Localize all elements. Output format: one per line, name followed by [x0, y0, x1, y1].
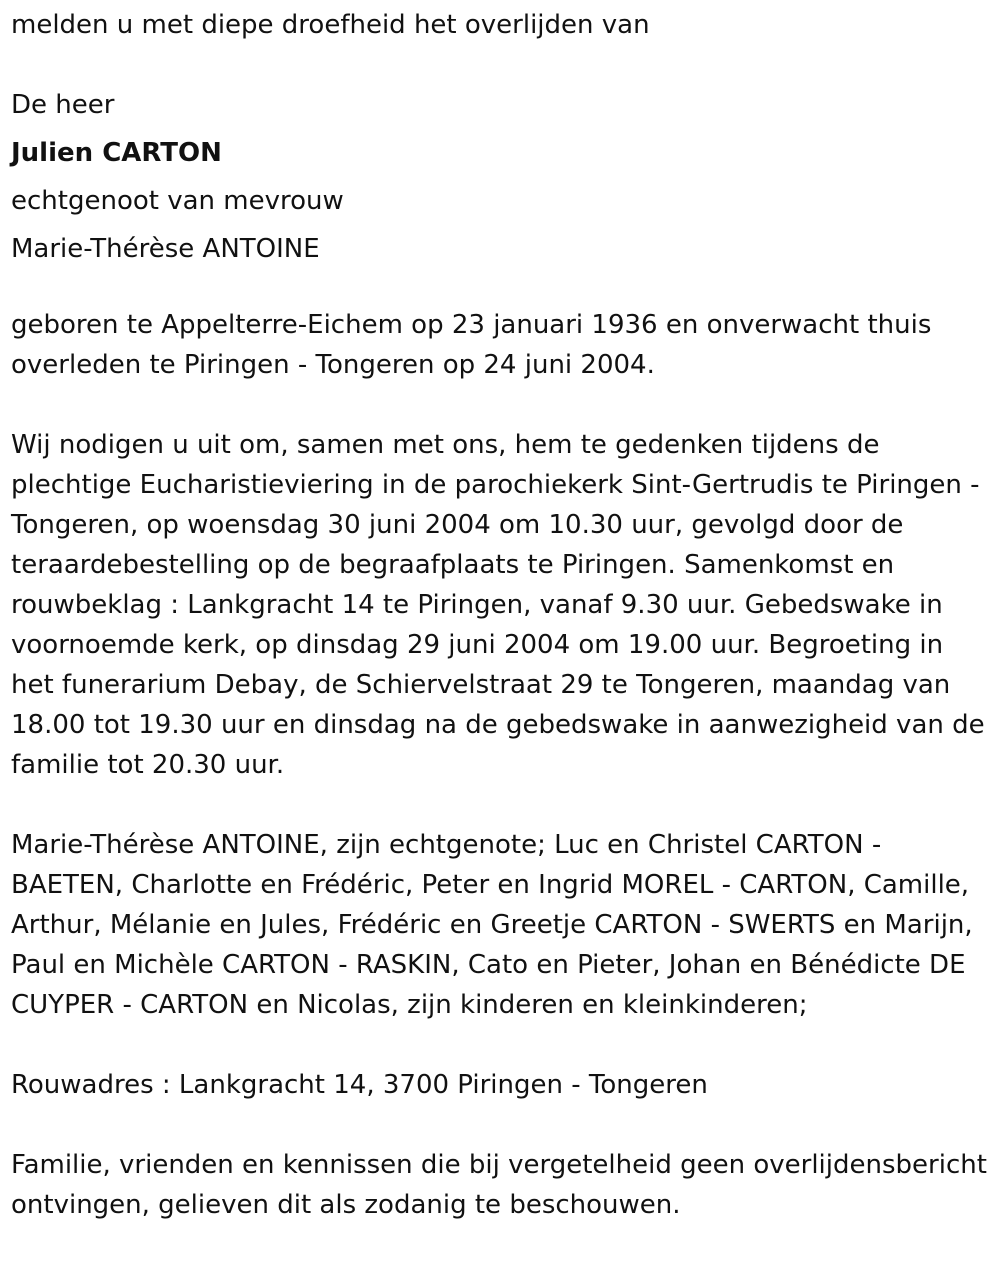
spacer [11, 1025, 990, 1065]
title-text: De heer [11, 90, 115, 120]
ceremony-paragraph: Wij nodigen u uit om, samen met ons, hem te gedenken tijdens de plechtige Eucharistieviering in de parochiekerk Sint-Gertrudis te Piringen - Tongeren, op woensdag 30 juni 2004 om 10.30 uur, gevolgd door de teraardebestelling op de begraafplaats te Piringen. Samenkomst en rouwbeklag : Lankgracht 14 te Piringen, vanaf 9.30 uur. Gebedswake in voornoemde kerk, op dinsdag 29 juni 2004 om 19.00 uur. Begroeting in het funerarium Debay, de Schiervelstraat 29 te Tongeren, maandag van 18.00 tot 19.30 uur en dinsdag na de gebedswake in aanwezigheid van de familie tot 20.30 uur. [11, 430, 985, 780]
spacer [11, 273, 990, 305]
spacer [11, 1105, 990, 1145]
spacer [11, 785, 990, 825]
spacer [11, 49, 990, 81]
spouse-prefix: echtgenoot van mevrouw [11, 186, 344, 216]
address-paragraph: Rouwadres : Lankgracht 14, 3700 Piringen - Tongeren [11, 1070, 708, 1100]
closing-paragraph: Familie, vrienden en kennissen die bij vergetelheid geen overlijdensbericht ontvingen, gelieven dit als zodanig te beschouwen. [11, 1150, 987, 1220]
family-paragraph: Marie-Thérèse ANTOINE, zijn echtgenote; Luc en Christel CARTON - BAETEN, Charlotte en Frédéric, Peter en Ingrid MOREL - CARTON, Camille, Arthur, Mélanie en Jules, Frédéric en Greetje CARTON - SWERTS en Marijn, Paul en Michèle CARTON - RASKIN, Cato en Pieter, Johan en Bénédicte DE CUYPER - CARTON en Nicolas, zijn kinderen en kleinkinderen; [11, 830, 973, 1020]
intro-text: melden u met diepe droefheid het overlijden van [11, 10, 650, 40]
birth-death-paragraph: geboren te Appelterre-Eichem op 23 januari 1936 en onverwacht thuis overleden te Piringen - Tongeren op 24 juni 2004. [11, 310, 932, 380]
spacer [11, 385, 990, 425]
spouse-name: Marie-Thérèse ANTOINE [11, 234, 320, 264]
deceased-name: Julien CARTON [11, 138, 222, 168]
